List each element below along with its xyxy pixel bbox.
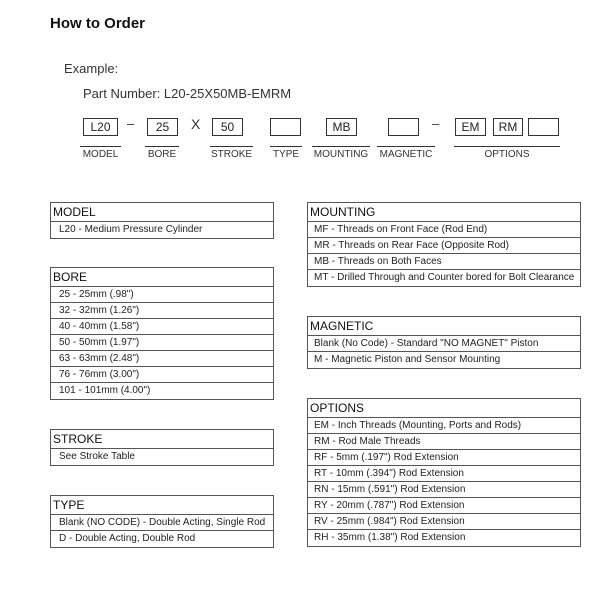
type-row: Blank (NO CODE) - Double Acting, Single Rod bbox=[51, 515, 273, 531]
code-label-magnetic: MAGNETIC bbox=[379, 149, 433, 160]
type-table-header: TYPE bbox=[51, 496, 273, 515]
code-dash: – bbox=[127, 116, 135, 131]
code-box-magnetic bbox=[388, 118, 419, 136]
label-underline bbox=[145, 146, 179, 147]
label-underline bbox=[454, 146, 560, 147]
mounting-table bbox=[307, 202, 581, 287]
label-underline bbox=[80, 146, 121, 147]
part-number-example: Part Number: L20-25X50MB-EMRM bbox=[83, 86, 292, 101]
type-table bbox=[50, 495, 274, 548]
code-box-model: L20 bbox=[83, 118, 118, 136]
bore-row: 101 - 101mm (4.00") bbox=[59, 385, 151, 396]
label-underline bbox=[270, 146, 302, 147]
code-label-stroke: STROKE bbox=[210, 149, 253, 160]
page-title: How to Order bbox=[50, 15, 146, 32]
options-row: RV - 25mm (.984") Rod Extension bbox=[308, 514, 580, 530]
options-row: RT - 10mm (.394") Rod Extension bbox=[308, 466, 580, 482]
code-box-type bbox=[270, 118, 301, 136]
stroke-row: See Stroke Table bbox=[59, 451, 135, 462]
code-box-mounting: MB bbox=[326, 118, 357, 136]
bore-row: 25 - 25mm (.98") bbox=[51, 287, 273, 303]
label-underline bbox=[377, 146, 435, 147]
model-table bbox=[50, 202, 274, 239]
mounting-row: MF - Threads on Front Face (Rod End) bbox=[308, 222, 580, 238]
options-row: RM - Rod Male Threads bbox=[308, 434, 580, 450]
options-row: RN - 15mm (.591") Rod Extension bbox=[308, 482, 580, 498]
code-box-stroke: 50 bbox=[212, 118, 243, 136]
example-label: Example: bbox=[64, 61, 119, 76]
mounting-row: MB - Threads on Both Faces bbox=[308, 254, 580, 270]
mounting-row: MT - Drilled Through and Counter bored for Bolt Clearance bbox=[314, 272, 575, 283]
options-row: RF - 5mm (.197") Rod Extension bbox=[308, 450, 580, 466]
stroke-table-header: STROKE bbox=[51, 430, 273, 449]
mounting-row: MR - Threads on Rear Face (Opposite Rod) bbox=[308, 238, 580, 254]
code-box-bore: 25 bbox=[147, 118, 178, 136]
magnetic-table bbox=[307, 316, 581, 369]
bore-row: 76 - 76mm (3.00") bbox=[51, 367, 273, 383]
options-table-header: OPTIONS bbox=[308, 399, 580, 418]
options-row: RY - 20mm (.787") Rod Extension bbox=[308, 498, 580, 514]
bore-row: 50 - 50mm (1.97") bbox=[51, 335, 273, 351]
bore-table bbox=[50, 267, 274, 400]
bore-row: 32 - 32mm (1.26") bbox=[51, 303, 273, 319]
code-box-option-2: RM bbox=[493, 118, 523, 136]
options-row: EM - Inch Threads (Mounting, Ports and Rods) bbox=[308, 418, 580, 434]
code-label-mounting: MOUNTING bbox=[313, 149, 369, 160]
label-underline bbox=[210, 146, 253, 147]
bore-table-header: BORE bbox=[51, 268, 273, 287]
mounting-table-header: MOUNTING bbox=[308, 203, 580, 222]
code-label-bore: BORE bbox=[147, 149, 177, 160]
code-box-option-3 bbox=[528, 118, 559, 136]
magnetic-row: M - Magnetic Piston and Sensor Mounting bbox=[314, 354, 501, 365]
bore-row: 63 - 63mm (2.48") bbox=[51, 351, 273, 367]
code-dash: – bbox=[432, 116, 440, 131]
type-row: D - Double Acting, Double Rod bbox=[59, 533, 196, 544]
magnetic-table-header: MAGNETIC bbox=[308, 317, 580, 336]
options-row: RH - 35mm (1.38") Rod Extension bbox=[314, 532, 466, 543]
model-row: L20 - Medium Pressure Cylinder bbox=[59, 224, 203, 235]
label-underline bbox=[312, 146, 370, 147]
code-x-separator: X bbox=[191, 116, 201, 132]
code-label-model: MODEL bbox=[82, 149, 119, 160]
magnetic-row: Blank (No Code) - Standard "NO MAGNET" Piston bbox=[308, 336, 580, 352]
model-table-header: MODEL bbox=[51, 203, 273, 222]
code-box-option-1: EM bbox=[455, 118, 486, 136]
code-label-options: OPTIONS bbox=[484, 149, 530, 160]
stroke-table bbox=[50, 429, 274, 466]
code-label-type: TYPE bbox=[272, 149, 300, 160]
bore-row: 40 - 40mm (1.58") bbox=[51, 319, 273, 335]
options-table bbox=[307, 398, 581, 547]
